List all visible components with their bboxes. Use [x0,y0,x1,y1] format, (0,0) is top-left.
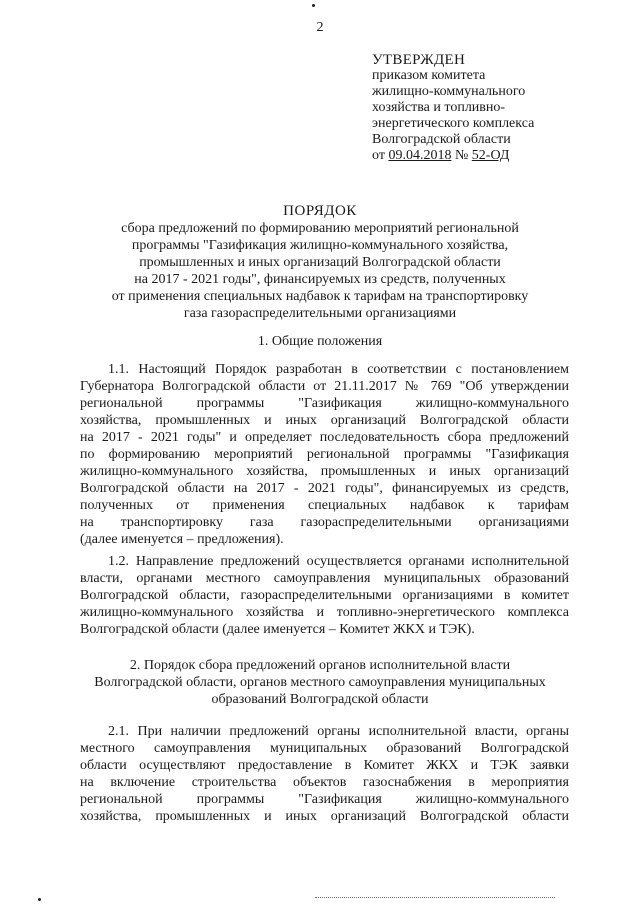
text-line: жилищно-коммунального хозяйства, промышленных и иных организаций [80,464,569,479]
document-subtitle [0,220,640,322]
approval-number: 52-ОД [471,148,510,163]
subtitle-line: газа газораспределительными организациями [183,306,457,321]
number-prefix: № [451,148,472,163]
text-line: местного самоуправления муниципальных образований Волгоградской [80,741,569,756]
footer-rule [315,897,555,898]
approval-stamp [372,52,534,164]
approval-date: 09.04.2018 [388,148,452,163]
approval-line: энергетического комплекса [372,116,535,131]
approval-line: Волгоградской области [372,132,511,147]
heading-line: образований Волгоградской области [211,692,429,707]
section-2-heading [0,657,640,708]
text-line: Волгоградской области на 2017 - 2021 годы", финансируемых из средств, [80,481,569,496]
text-line: Губернатора Волгоградской области от 21.11.2017 № 769 "Об утверждении [80,379,569,394]
subtitle-line: от применения специальных надбавок к тарифам на транспортировку [111,289,529,304]
text-line: Волгоградской области, газораспределительными организациями в комитет [80,588,569,603]
section-1-heading: 1. Общие положения [257,334,383,349]
text-line: на транспортировку газа газораспределительными организациями [80,515,569,530]
heading-line: 2. Порядок сбора предложений органов исполнительной власти [129,658,511,673]
approval-line: жилищно-коммунального [372,84,526,99]
text-line: 1.2. Направление предложений осуществляется органами исполнительной [108,554,569,569]
text-line: 2.1. При наличии предложений органы исполнительной власти, органы [108,724,569,739]
text-line: хозяйства, промышленных и иных организаций Волгоградской области [80,413,569,428]
subtitle-line: промышленных и иных организаций Волгоградской области [139,255,501,270]
text-line: региональной программы "Газификация жилищно-коммунального [80,792,569,807]
approval-title: УТВЕРЖДЕН [372,52,466,68]
subtitle-line: программы "Газификация жилищно-коммунального хозяйства, [131,238,509,253]
text-line: полученных от применения специальных надбавок к тарифам [80,498,569,513]
text-line: на 2017 - 2021 годы" и определяет последовательность сбора предложений [80,430,569,445]
heading-line: Волгоградской области, органов местного самоуправления муниципальных [94,675,546,690]
text-line: на включение строительства объектов газоснабжения в мероприятия [80,775,569,790]
scan-mark [38,898,41,901]
text-line: области осуществляют предоставление в Комитет ЖКХ и ТЭК заявки [80,758,569,773]
text-line: (далее именуется – предложения). [80,532,284,547]
subtitle-line: сбора предложений по формированию мероприятий региональной [121,221,519,236]
approval-line: хозяйства и топливно- [372,100,506,115]
approval-line: приказом комитета [372,68,486,83]
scan-mark [312,4,315,7]
text-line: жилищно-коммунального хозяйства и топливно-энергетического комплекса [80,605,569,620]
approval-date-line [372,148,534,164]
text-line: 1.1. Настоящий Порядок разработан в соответствии с постановлением [108,362,569,377]
page-number: 2 [316,20,324,35]
date-prefix: от [372,148,389,163]
text-line: власти, органами местного самоуправления муниципальных образований [80,571,569,586]
text-line: хозяйства, промышленных и иных организаций Волгоградской области [80,809,569,824]
text-line: по формированию мероприятий региональной программы "Газификация [80,447,569,462]
paragraph-1-1 [80,361,569,548]
paragraph-1-2 [80,553,569,638]
subtitle-line: на 2017 - 2021 годы", финансируемых из средств, полученных [134,272,506,287]
text-line: Волгоградской области (далее именуется – Комитет ЖКХ и ТЭК). [80,622,475,637]
text-line: региональной программы "Газификация жилищно-коммунального [80,396,569,411]
document-title: ПОРЯДОК [283,203,357,219]
paragraph-2-1 [80,723,569,825]
